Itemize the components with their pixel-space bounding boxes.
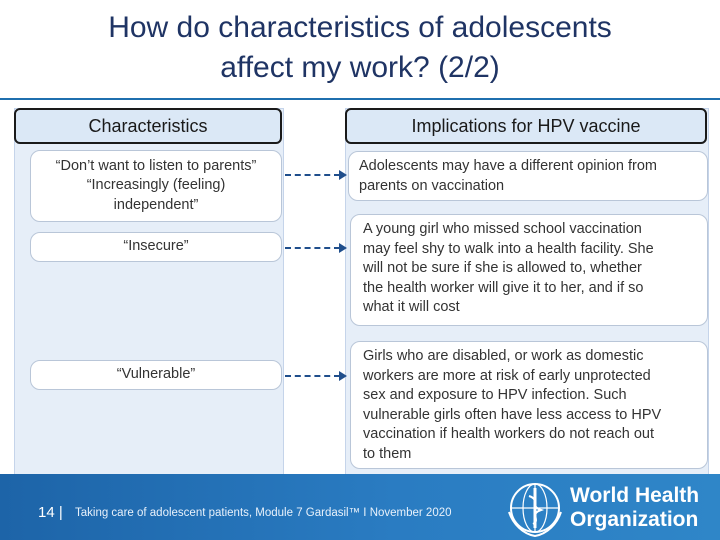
characteristic-line: independent” [113, 196, 199, 213]
implication-line: what it will cost [363, 299, 460, 315]
title-line-2: affect my work? (2/2) [220, 51, 500, 84]
organization-name [570, 484, 699, 532]
connector-arrow [285, 375, 340, 377]
implication-line: to them [363, 445, 412, 462]
title-divider [0, 98, 720, 100]
implication-line: may feel shy to walk into a health facility. She [363, 240, 654, 257]
implication-line: vulnerable girls often have less access to HPV [363, 406, 662, 423]
implication-card [348, 151, 708, 201]
implication-line: sex and exposure to HPV infection. Such [363, 387, 627, 403]
characteristic-card [30, 150, 282, 222]
characteristic-card [30, 232, 282, 262]
who-emblem-icon [505, 478, 565, 538]
organization-name-line-2: Organization [570, 508, 699, 531]
title-line-1: How do characteristics of adolescents [108, 11, 612, 44]
implications-header-label: Implications for HPV vaccine [411, 115, 641, 136]
implication-card [350, 341, 708, 469]
characteristic-line: “Insecure” [123, 238, 189, 255]
implication-line: Girls who are disabled, or work as domestic [363, 348, 644, 364]
connector-arrow [285, 174, 340, 176]
implication-line: workers are more at risk of early unprotected [363, 367, 651, 384]
implications-header [345, 108, 707, 144]
characteristic-line: “Vulnerable” [116, 366, 196, 383]
implication-line: the health worker will give it to her, and if so [363, 279, 644, 296]
connector-arrow [285, 247, 340, 249]
footer-bar [0, 474, 720, 540]
footer-caption: Taking care of adolescent patients, Module 7 Gardasil™ I November 2020 [75, 507, 452, 519]
implication-card [350, 214, 708, 326]
slide-title [0, 8, 720, 88]
implication-line: A young girl who missed school vaccination [363, 221, 642, 237]
characteristic-line: “Don’t want to listen to parents” [55, 157, 257, 174]
characteristics-header-label: Characteristics [88, 115, 208, 136]
implication-line: vaccination if health workers do not reach out [363, 426, 654, 442]
implication-line: Adolescents may have a different opinion from [359, 158, 657, 174]
characteristic-line: “Increasingly (feeling) [86, 177, 226, 194]
characteristics-header [14, 108, 282, 144]
implication-line: will not be sure if she is allowed to, whether [363, 260, 642, 276]
characteristic-card [30, 360, 282, 390]
organization-name-line-1: World Health [570, 484, 700, 507]
page-number: 14 | [38, 504, 63, 521]
implication-line: parents on vaccination [359, 177, 505, 194]
